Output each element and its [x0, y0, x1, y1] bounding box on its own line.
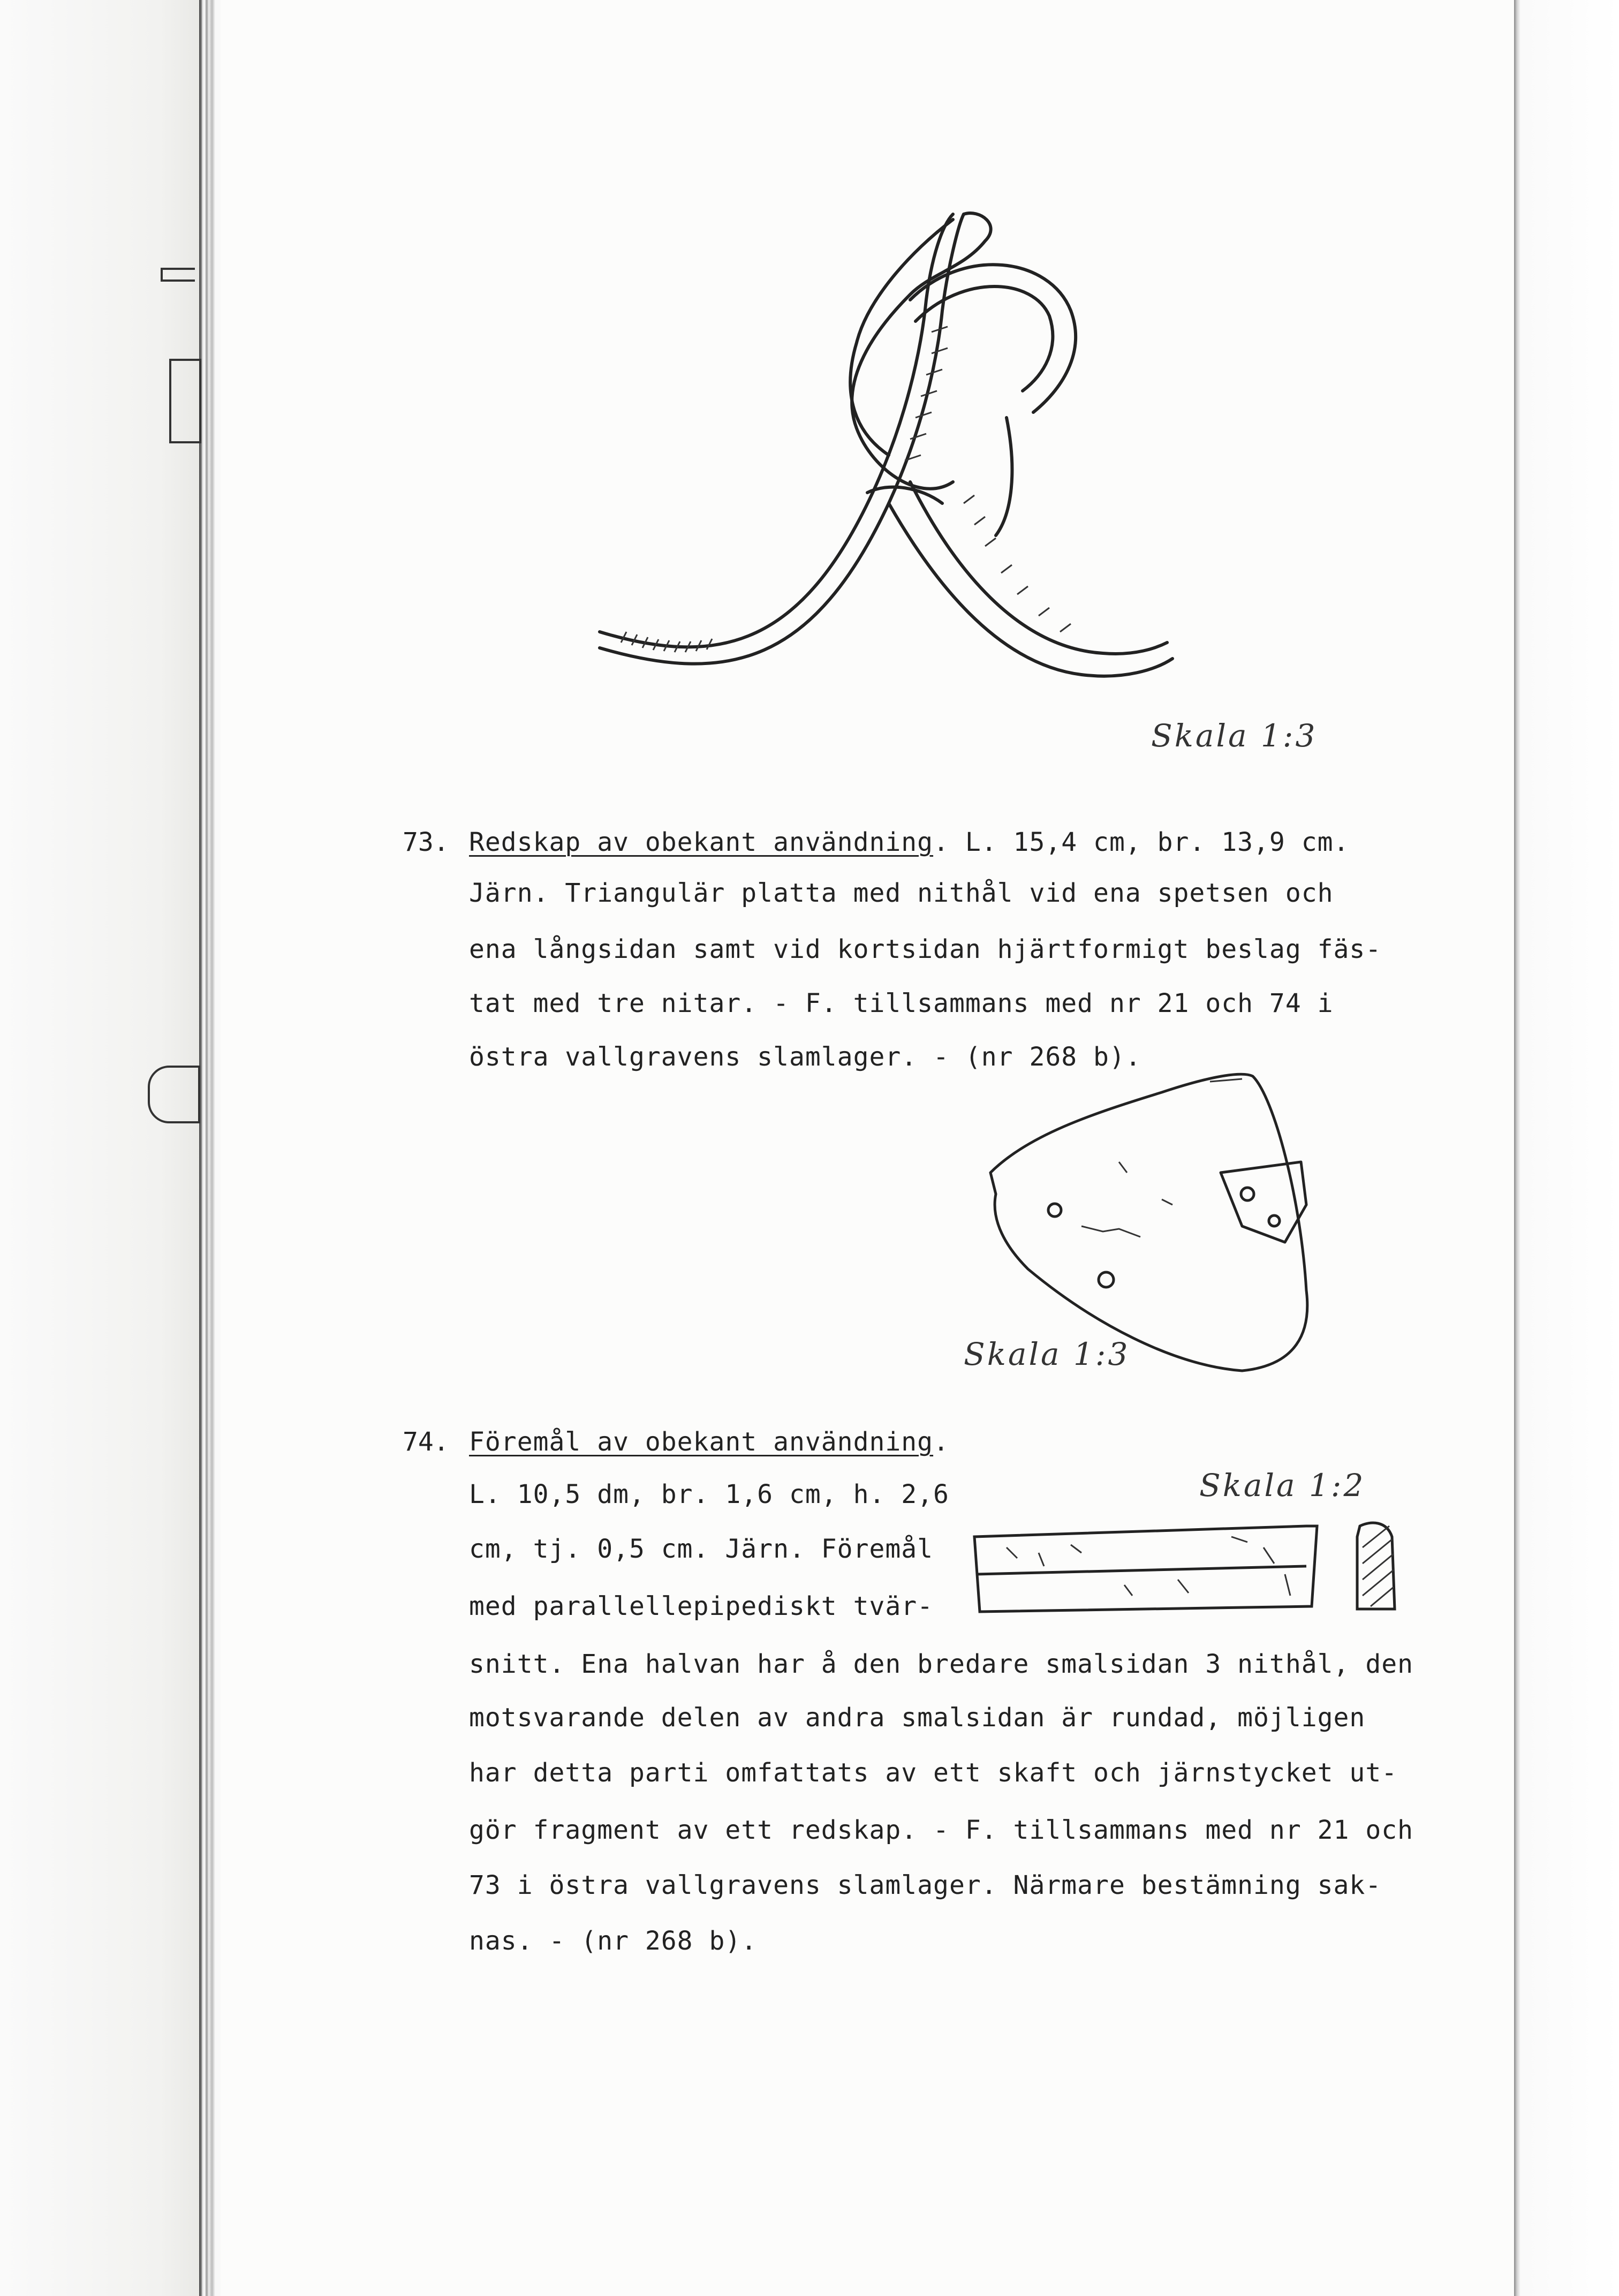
entry74-line9: 73 i östra vallgravens slamlager. Närmare bestämning sak-: [469, 1870, 1382, 1900]
margin-mark-top: [161, 268, 195, 282]
entry74-line7: har detta parti omfattats av ett skaft och järnstycket ut-: [469, 1758, 1398, 1788]
fig74-iron-bar-drawing: [964, 1515, 1403, 1622]
entry73-title: Redskap av obekant användning: [469, 827, 934, 857]
entry74-title: Föremål av obekant användning: [469, 1427, 934, 1457]
entry74-line6: motsvarande delen av andra smalsidan är rundad, möjligen: [469, 1703, 1366, 1733]
entry74-line1: [469, 1427, 949, 1457]
page-right-edge: [1514, 0, 1619, 2296]
entry74-line4: med parallellepipediskt tvär-: [469, 1591, 934, 1621]
entry74-line8: gör fragment av ett redskap. - F. tillsammans med nr 21 och: [469, 1815, 1414, 1845]
entry74-line10: nas. - (nr 268 b).: [469, 1926, 758, 1956]
scan-left-margin: [0, 0, 199, 2296]
binding-edge: [199, 0, 221, 2296]
entry74-line3: cm, tj. 0,5 cm. Järn. Föremål: [469, 1534, 934, 1564]
entry74-line5: snitt. Ena halvan har å den bredare smalsidan 3 nithål, den: [469, 1649, 1414, 1679]
entry74-title-rest: .: [933, 1427, 949, 1457]
entry73-line1-rest: . L. 15,4 cm, br. 13,9 cm.: [933, 827, 1350, 857]
entry73-line4: tat med tre nitar. - F. tillsammans med nr 21 och 74 i: [469, 988, 1334, 1018]
margin-mark-index: [169, 359, 201, 443]
fig73-iron-loop-drawing: [589, 203, 1189, 728]
entry73-line1: [469, 827, 1349, 857]
fig73-plate-scale-label: Skala 1:3: [964, 1336, 1130, 1372]
entry74-line2: L. 10,5 dm, br. 1,6 cm, h. 2,6: [469, 1479, 949, 1509]
margin-mark-ring: [148, 1066, 200, 1123]
fig73-loop-scale-label: Skala 1:3: [1151, 718, 1318, 754]
entry73-line3: ena långsidan samt vid kortsidan hjärtformigt beslag fäs-: [469, 934, 1382, 964]
fig74-scale-label: Skala 1:2: [1199, 1467, 1366, 1504]
entry73-line5: östra vallgravens slamlager. - (nr 268 b).: [469, 1042, 1141, 1072]
entry73-number: 73.: [403, 827, 449, 857]
entry74-number: 74.: [403, 1427, 449, 1457]
entry73-line2: Järn. Triangulär platta med nithål vid ena spetsen och: [469, 878, 1334, 908]
